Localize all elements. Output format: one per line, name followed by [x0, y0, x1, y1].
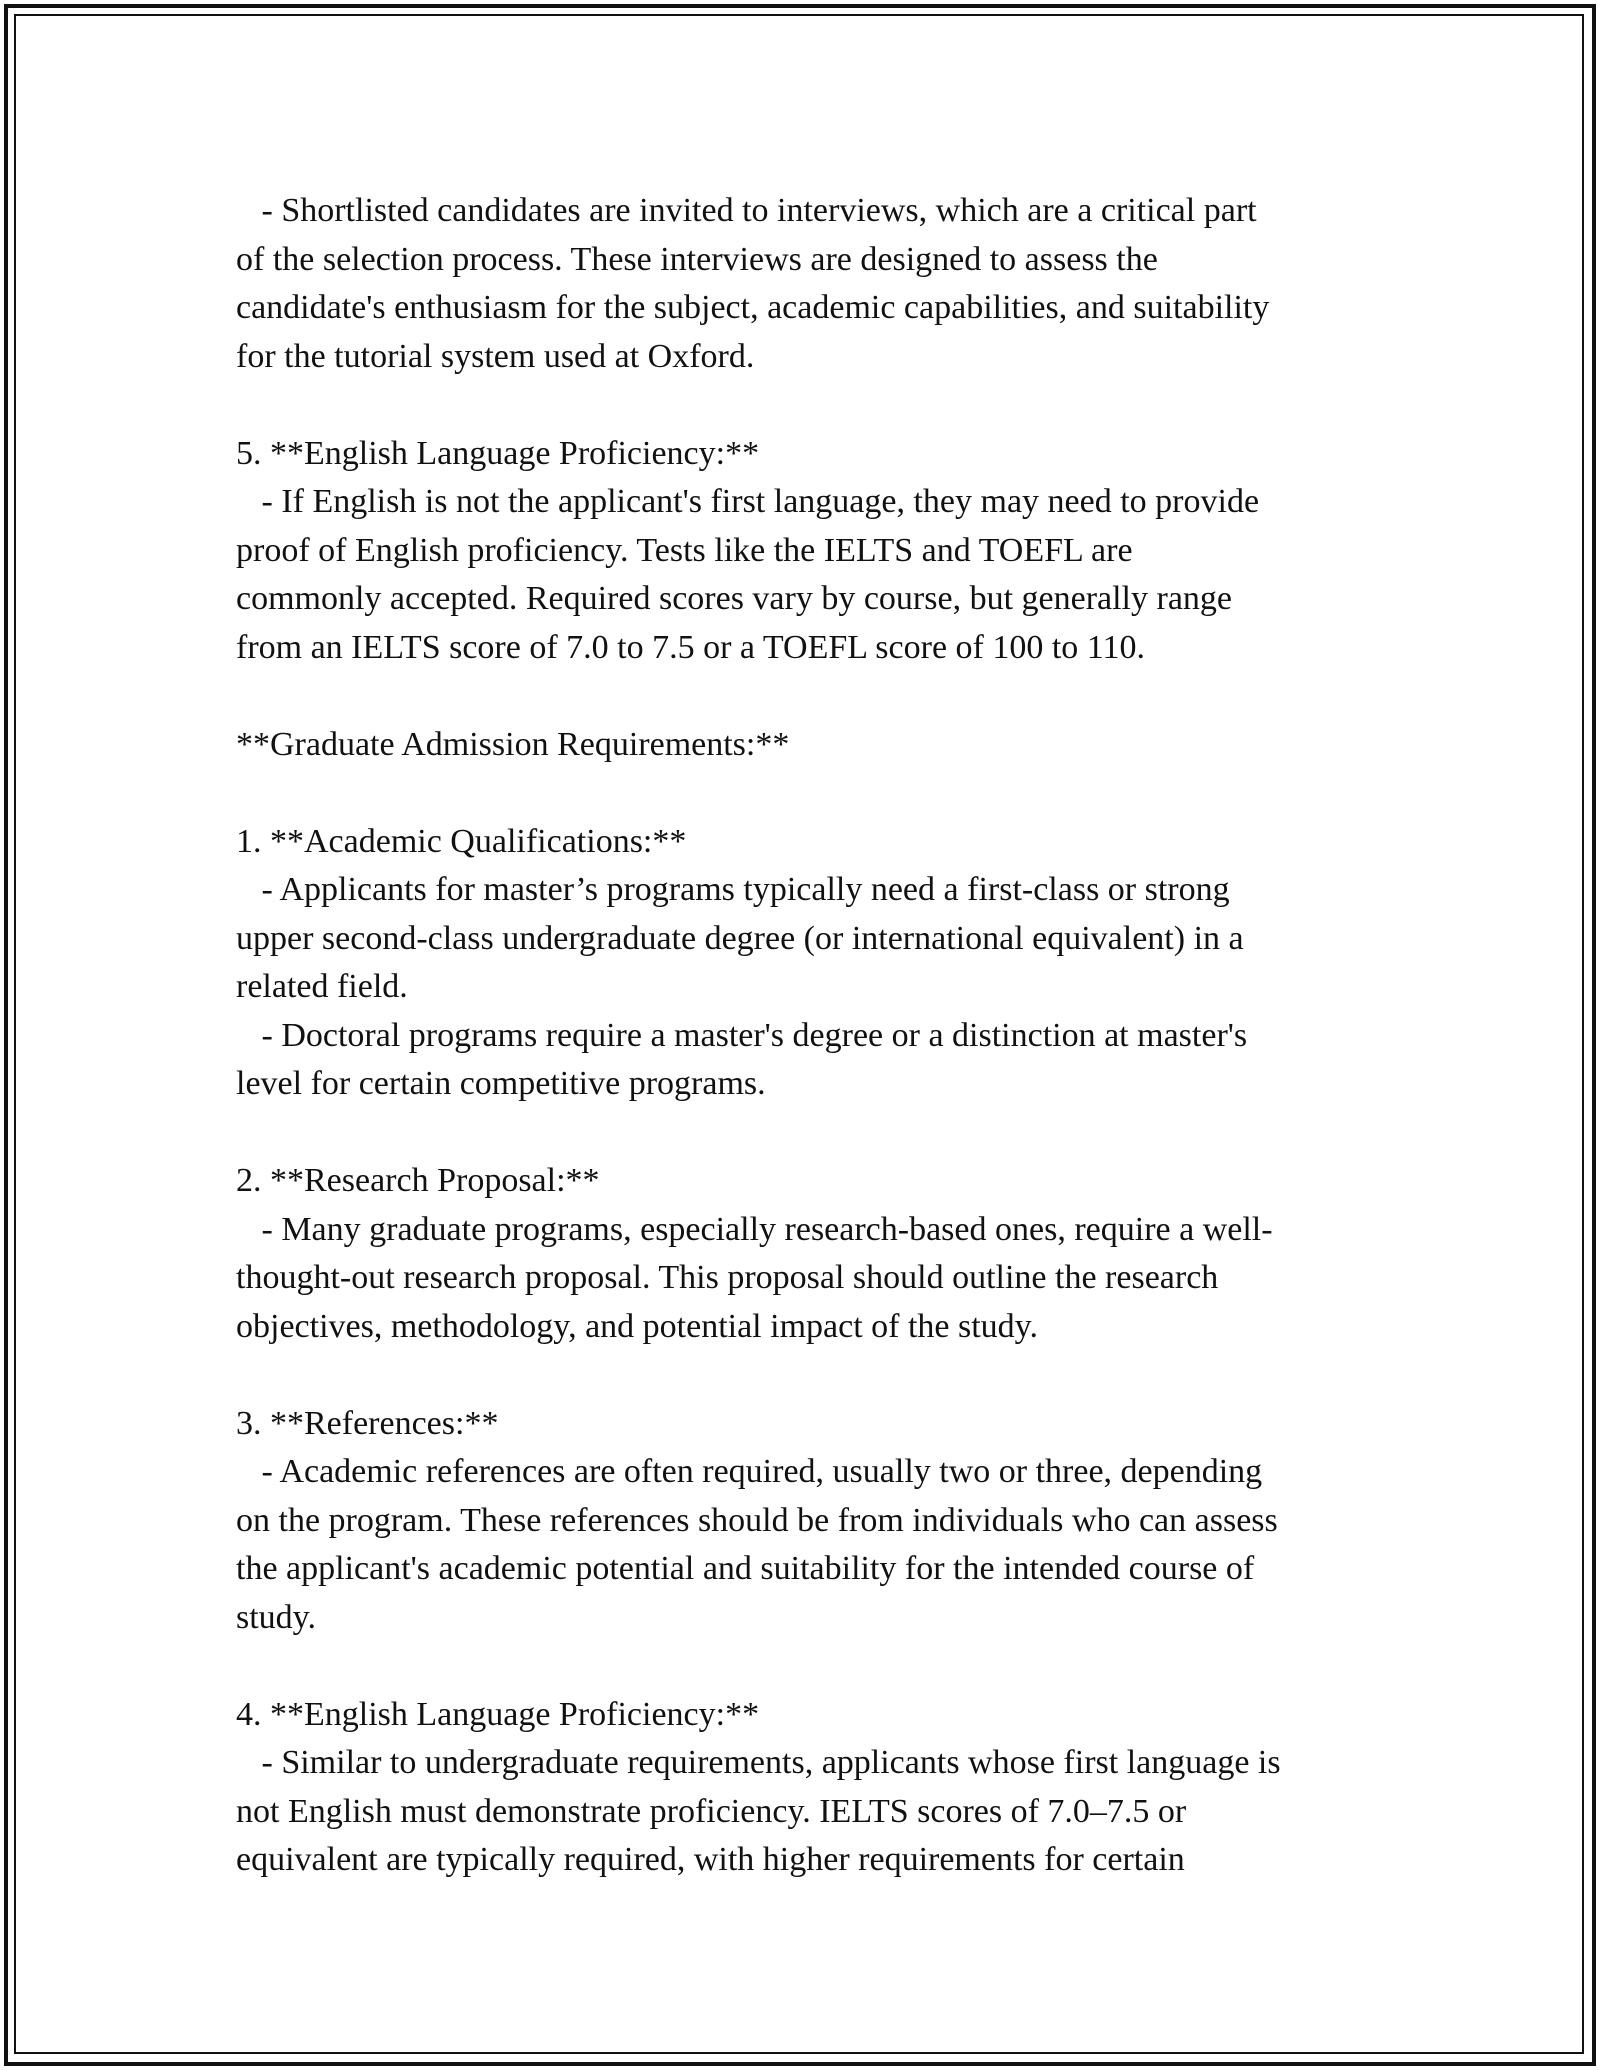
section-heading: 1. **Academic Qualifications:**: [236, 822, 687, 860]
text-line: - Academic references are often required, usually two or three, depending: [236, 1453, 1263, 1490]
text-line: - Many graduate programs, especially research-based ones, require a well-: [236, 1210, 1273, 1248]
text-line: of the selection process. These interviews are designed to assess the: [236, 240, 1158, 278]
text-line: study.: [236, 1598, 316, 1636]
text-line: thought-out research proposal. This proposal should outline the research: [236, 1259, 1219, 1296]
text-line: for the tutorial system used at Oxford.: [236, 337, 755, 375]
blank-line: [236, 1642, 1366, 1691]
blank-line: [236, 1351, 1366, 1400]
text-line: the applicant's academic potential and suitability for the intended course of: [236, 1550, 1255, 1587]
text-line: - Applicants for master’s programs typically need a first-class or strong: [236, 871, 1230, 908]
text-line: not English must demonstrate proficiency. IELTS scores of 7.0–7.5 or: [236, 1792, 1187, 1830]
section-heading: 3. **References:**: [236, 1404, 499, 1442]
blank-line: [236, 1109, 1366, 1158]
text-line: on the program. These references should be from individuals who can assess: [236, 1501, 1278, 1539]
section-heading: 2. **Research Proposal:**: [236, 1162, 600, 1199]
text-line: commonly accepted. Required scores vary by course, but generally range: [236, 580, 1233, 617]
text-line: from an IELTS score of 7.0 to 7.5 or a TOEFL score of 100 to 110.: [236, 628, 1146, 666]
document-body: [236, 187, 1366, 1885]
section-heading: **Graduate Admission Requirements:**: [236, 725, 790, 763]
blank-line: [236, 769, 1366, 818]
text-line: equivalent are typically required, with higher requirements for certain: [236, 1841, 1185, 1878]
text-line: - Similar to undergraduate requirements, applicants whose first language is: [236, 1744, 1281, 1781]
text-line: level for certain competitive programs.: [236, 1065, 766, 1102]
text-line: - Doctoral programs require a master's degree or a distinction at master's: [236, 1016, 1248, 1054]
section-heading: 4. **English Language Proficiency:**: [236, 1695, 760, 1733]
text-line: objectives, methodology, and potential impact of the study.: [236, 1307, 1038, 1345]
section-heading: 5. **English Language Proficiency:**: [236, 434, 760, 472]
text-line: candidate's enthusiasm for the subject, academic capabilities, and suitability: [236, 289, 1270, 326]
blank-line: [236, 672, 1366, 721]
text-line: upper second-class undergraduate degree (or international equivalent) in a: [236, 919, 1244, 957]
blank-line: [236, 381, 1366, 430]
text-line: related field.: [236, 968, 408, 1005]
text-line: - If English is not the applicant's first language, they may need to provide: [236, 483, 1260, 520]
text-line: - Shortlisted candidates are invited to interviews, which are a critical part: [236, 192, 1257, 229]
text-line: proof of English proficiency. Tests like the IELTS and TOEFL are: [236, 531, 1133, 569]
